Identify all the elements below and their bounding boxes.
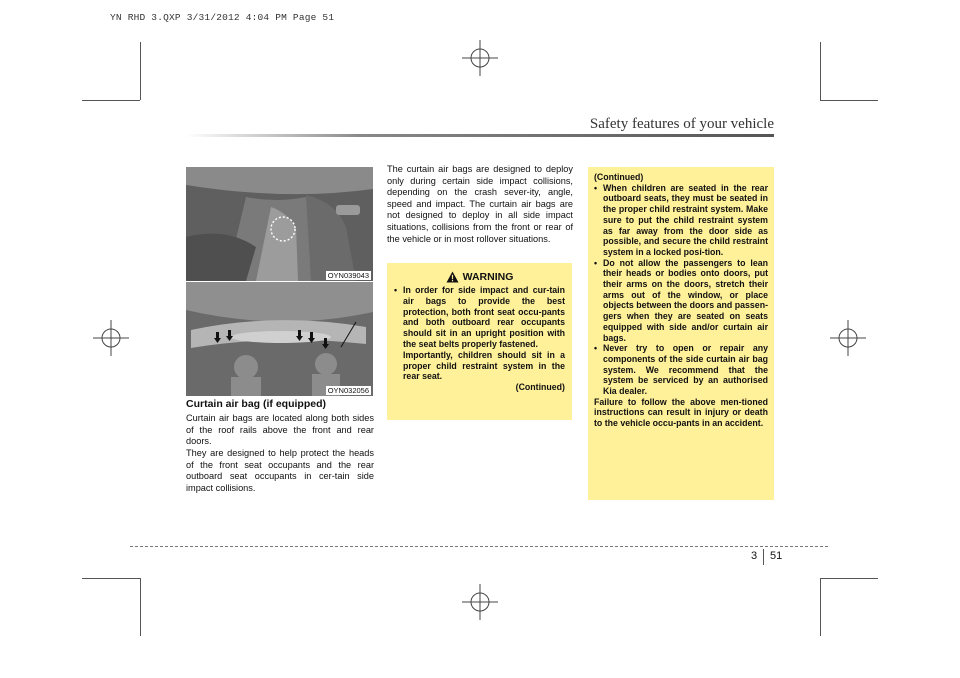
warning-box: [387, 263, 572, 420]
continued-warning-box: [588, 167, 774, 500]
printer-slug: YN RHD 3.QXP 3/31/2012 4:04 PM Page 51: [110, 12, 335, 23]
curtain-airbag-deploy-text: The curtain air bags are designed to deploy only during certain side impact collisions, depending on the crash sever-ity, angle, speed and impact. The curtain air bags are not designed to deploy in all side impact situations, collisions from the front or rear of the vehicle or in most rollover situations.: [387, 164, 573, 244]
page-number-divider: [763, 549, 764, 565]
warning-bullet-text: Never try to open or repair any components of the side curtain air bag system. We recommend that the system be serviced by an authorised Kia dealer.: [603, 343, 768, 397]
warning-bullet: • Never try to open or repair any components of the side curtain air bag system. We recommend that the system be serviced by an authorised Kia dealer.: [594, 343, 768, 397]
registration-mark-top: [462, 40, 498, 76]
warning-closing-text: Failure to follow the above men-tioned instructions can result in injury or death to the vehicle occu-pants in an accident.: [594, 396, 768, 429]
continued-warning-content: [594, 172, 768, 429]
curtain-airbag-heading: Curtain air bag (if equipped): [186, 398, 327, 410]
warning-bullet: • When children are seated in the rear outboard seats, they must be seated in the proper child restraint system. Make sure to put the child restraint system as far away from the door side as possible, and secure the child restraint system in a locked posi-tion.: [594, 182, 768, 257]
curtain-airbag-purpose-text: They are designed to help protect the heads of the front seat occupants and the rear outboard seat occupants in cer-tain side impact collisions.: [186, 448, 374, 493]
warning-continued: (Continued): [515, 382, 565, 393]
airbag-deploy-illustration: [186, 282, 373, 396]
figure-code: OYN039043: [327, 271, 369, 280]
registration-mark-left: [93, 320, 129, 356]
warning-bullet-text: Do not allow the passengers to lean their heads or bodies onto doors, put their arms on the doors, stretch their arms out of the window, or place objects between the doors and passen-gers when they are seated on seats equipped with side and/or curtain air bags.: [603, 257, 768, 343]
figure-curtain-airbag-deploy: [186, 282, 373, 396]
warning-bullet-text: When children are seated in the rear outboard seats, they must be seated in the proper child restraint system. Make sure to put the child restraint system as far away from the door side as possible, and secure the child restraint system in a locked posi-tion.: [603, 182, 768, 257]
warning-title: WARNING: [462, 271, 514, 283]
footer-rule: [130, 546, 828, 547]
page-number: 51: [770, 550, 783, 562]
curtain-airbag-location-text: Curtain air bags are located along both sides of the roof rails above the front and rear doors.: [186, 413, 374, 447]
continued-label: (Continued): [594, 172, 644, 182]
figure-curtain-airbag-pillar: [186, 167, 373, 281]
registration-mark-right: [830, 320, 866, 356]
warning-bullet-text: In order for side impact and cur-tain air bags to provide the best protection, both front seat occu-pants and both outboard rear occupants should sit in an upright position with the seat belts properly fastened.: [403, 285, 565, 349]
figure-code: OYN032056: [327, 386, 369, 395]
header-rule: [186, 134, 774, 137]
registration-mark-bottom: [462, 584, 498, 620]
warning-content: [394, 285, 565, 393]
warning-bullet: • Do not allow the passengers to lean their heads or bodies onto doors, put their arms on the doors, stretch their arms out of the window, or place objects between the doors and passen-gers when they are seated on seats equipped with side and/or curtain air bags.: [594, 257, 768, 343]
warning-child-text: Importantly, children should sit in a proper child restraint system in the rear seat.: [403, 349, 565, 382]
warning-header: [394, 271, 565, 283]
section-title: Safety features of your vehicle: [589, 116, 774, 132]
airbag-pillar-illustration: [186, 167, 373, 281]
chapter-number: 3: [751, 550, 758, 562]
warning-icon: [446, 271, 459, 283]
warning-bullet: • In order for side impact and cur-tain air bags to provide the best protection, both front seat occu-pants and both outboard rear occupants should sit in an upright position with the seat belts properly fastened.: [394, 285, 565, 349]
